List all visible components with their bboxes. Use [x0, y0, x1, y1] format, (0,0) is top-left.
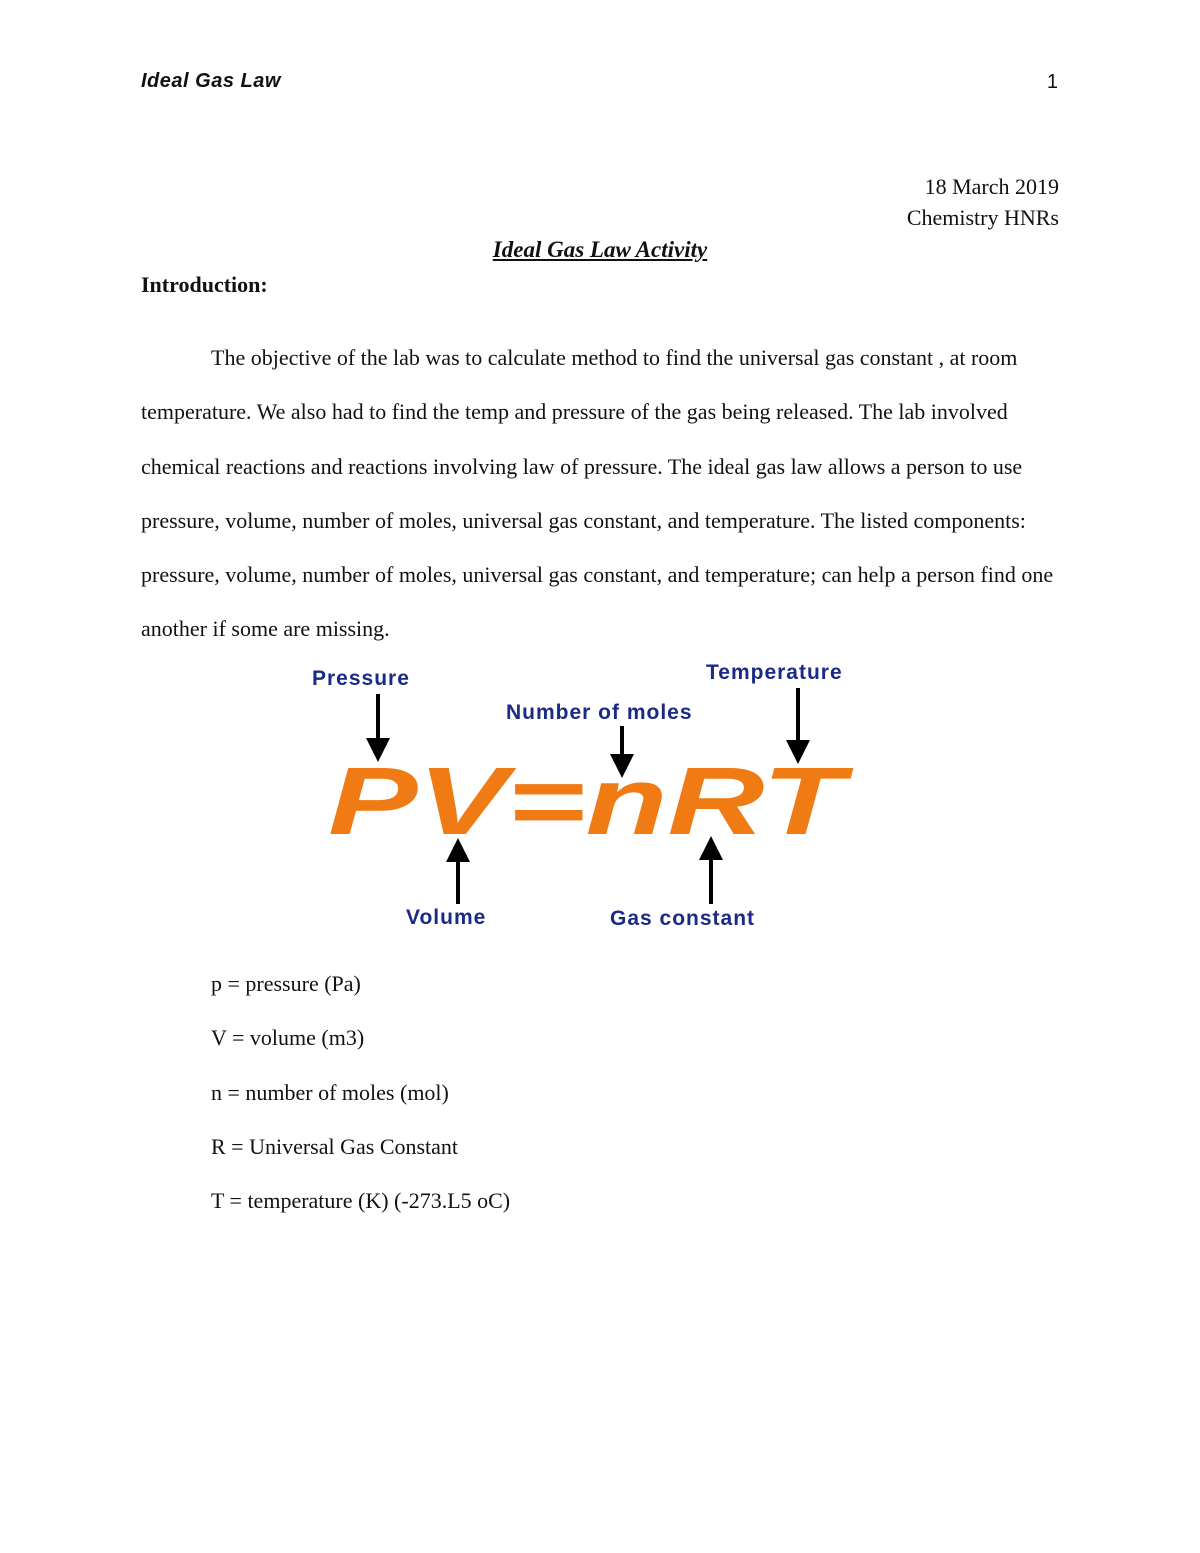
course-line: Chemistry HNRs: [906, 205, 1059, 230]
introduction-heading: Introduction:: [141, 272, 268, 297]
definition-pressure: p = pressure (Pa): [211, 971, 361, 996]
variable-definitions: [211, 967, 510, 1238]
introduction-paragraph: The objective of the lab was to calculate method to find the universal gas constant , at room temperature. We also had to find the temp and pressure of the gas being released. The lab involved chemical reactions and reactions involving law of pressure. The ideal gas law allows a person to use pressure, volume, number of moles, universal gas constant, and temperature. The listed components: pressure, volume, number of moles, universal gas constant, and temperature; can help a person find one another if some are missing.: [141, 345, 1054, 642]
page-number: 1: [1046, 71, 1058, 93]
definition-temperature: T = temperature (K) (-273.L5 oC): [211, 1188, 511, 1214]
temperature-label: Temperature: [706, 661, 843, 684]
ideal-gas-law-diagram: [300, 650, 900, 940]
document-title: Ideal Gas Law Activity: [492, 237, 708, 262]
running-head: Ideal Gas Law: [141, 70, 281, 92]
gas-constant-label: Gas constant: [610, 907, 756, 930]
volume-label: Volume: [406, 906, 487, 929]
definition-gas-constant: R = Universal Gas Constant: [211, 1133, 459, 1159]
definition-moles: n = number of moles (mol): [211, 1079, 449, 1105]
date-line: 18 March 2019: [924, 174, 1059, 199]
pressure-label: Pressure: [312, 667, 410, 690]
formula: PV=nRT: [328, 748, 855, 855]
definition-volume: V = volume (m3): [211, 1025, 365, 1051]
number-of-moles-label: Number of moles: [506, 701, 693, 724]
